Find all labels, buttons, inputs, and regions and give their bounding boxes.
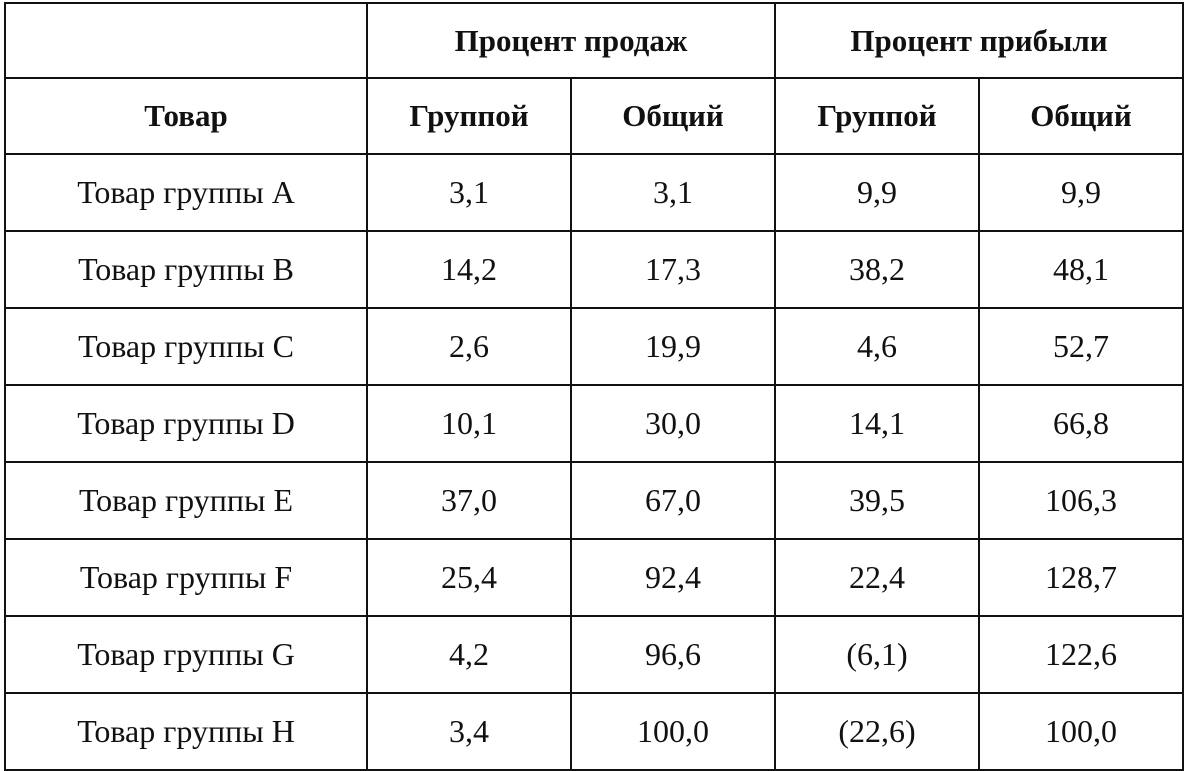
table-row	[5, 308, 1183, 385]
table-row	[5, 616, 1183, 693]
header-profit-group: Группой	[775, 78, 979, 154]
row-sales-group: 3,4	[367, 693, 571, 770]
header-sales-percent: Процент продаж	[367, 3, 775, 78]
row-product-name: Товар группы A	[5, 154, 367, 231]
row-sales-total: 100,0	[571, 693, 775, 770]
row-sales-group: 14,2	[367, 231, 571, 308]
row-profit-total: 106,3	[979, 462, 1183, 539]
row-sales-group: 10,1	[367, 385, 571, 462]
row-product-name: Товар группы C	[5, 308, 367, 385]
header-row-columns	[5, 78, 1183, 154]
row-profit-group: (22,6)	[775, 693, 979, 770]
table-row	[5, 231, 1183, 308]
row-profit-group: 39,5	[775, 462, 979, 539]
row-sales-total: 3,1	[571, 154, 775, 231]
row-sales-group: 37,0	[367, 462, 571, 539]
row-sales-group: 3,1	[367, 154, 571, 231]
row-product-name: Товар группы H	[5, 693, 367, 770]
data-table	[4, 2, 1184, 771]
row-product-name: Товар группы B	[5, 231, 367, 308]
header-sales-total: Общий	[571, 78, 775, 154]
row-profit-total: 128,7	[979, 539, 1183, 616]
row-sales-total: 19,9	[571, 308, 775, 385]
row-sales-total: 17,3	[571, 231, 775, 308]
row-sales-group: 25,4	[367, 539, 571, 616]
header-profit-percent: Процент прибыли	[775, 3, 1183, 78]
row-profit-total: 9,9	[979, 154, 1183, 231]
header-row-groups	[5, 3, 1183, 78]
table-row	[5, 539, 1183, 616]
table-body	[5, 154, 1183, 770]
header-sales-group: Группой	[367, 78, 571, 154]
row-product-name: Товар группы E	[5, 462, 367, 539]
table-row	[5, 693, 1183, 770]
row-profit-group: 38,2	[775, 231, 979, 308]
row-profit-group: (6,1)	[775, 616, 979, 693]
row-profit-group: 4,6	[775, 308, 979, 385]
table-header	[5, 3, 1183, 154]
row-profit-total: 100,0	[979, 693, 1183, 770]
header-product: Товар	[5, 78, 367, 154]
header-empty-cell	[5, 3, 367, 78]
row-profit-group: 9,9	[775, 154, 979, 231]
row-profit-total: 66,8	[979, 385, 1183, 462]
row-sales-total: 92,4	[571, 539, 775, 616]
row-sales-total: 96,6	[571, 616, 775, 693]
row-sales-total: 30,0	[571, 385, 775, 462]
row-sales-group: 2,6	[367, 308, 571, 385]
row-profit-group: 22,4	[775, 539, 979, 616]
row-profit-total: 122,6	[979, 616, 1183, 693]
row-profit-total: 48,1	[979, 231, 1183, 308]
table-row	[5, 154, 1183, 231]
row-profit-group: 14,1	[775, 385, 979, 462]
row-sales-group: 4,2	[367, 616, 571, 693]
row-product-name: Товар группы G	[5, 616, 367, 693]
header-profit-total: Общий	[979, 78, 1183, 154]
row-sales-total: 67,0	[571, 462, 775, 539]
row-product-name: Товар группы F	[5, 539, 367, 616]
table-row	[5, 385, 1183, 462]
row-product-name: Товар группы D	[5, 385, 367, 462]
row-profit-total: 52,7	[979, 308, 1183, 385]
table-row	[5, 462, 1183, 539]
